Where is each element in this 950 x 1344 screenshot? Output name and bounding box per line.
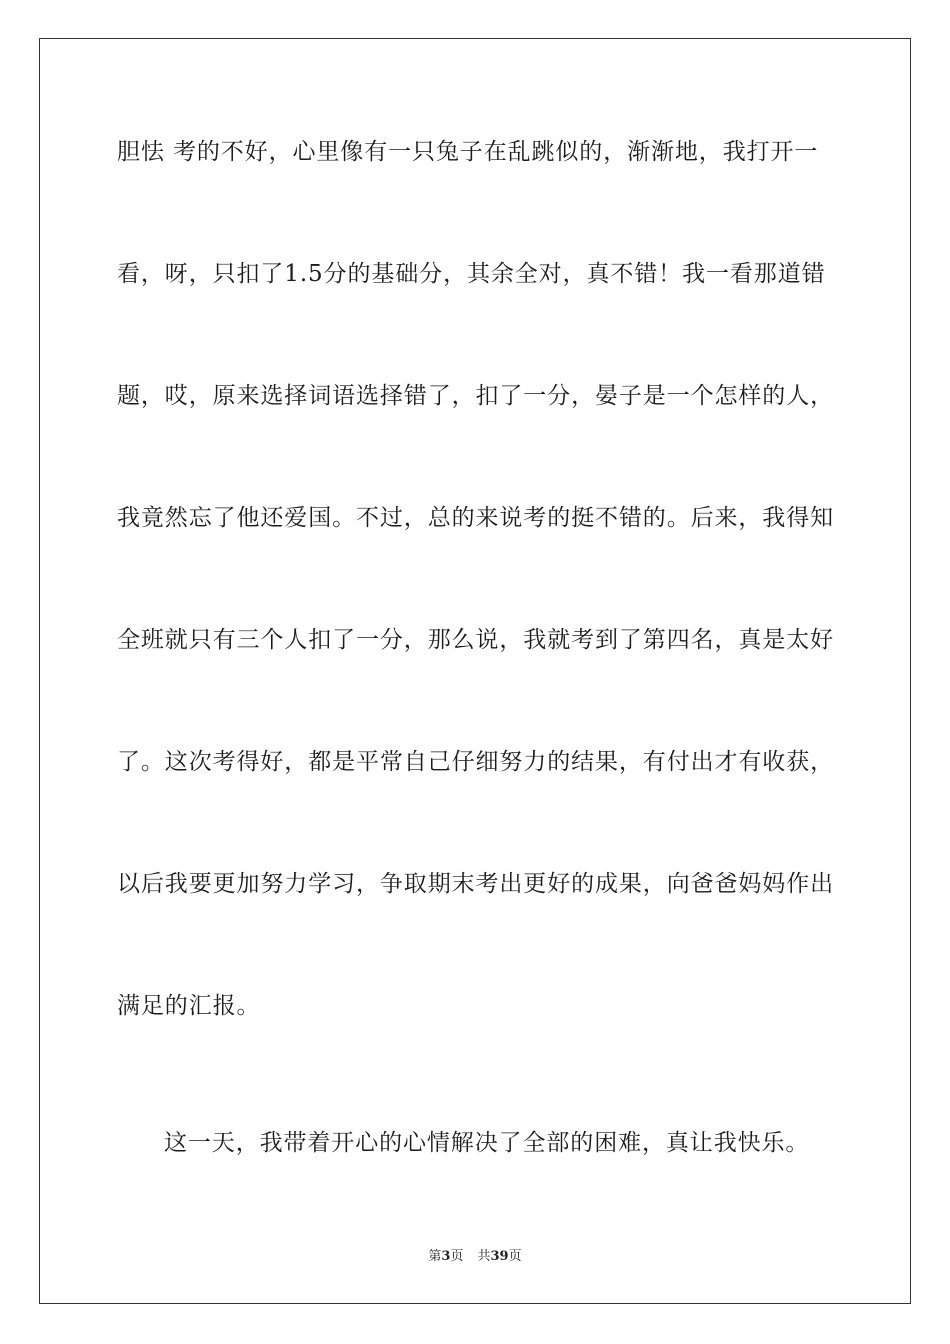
- body-line-4: 我竟然忘了他还爱国。不过，总的来说考的挺不错的。后来，我得知: [117, 505, 834, 531]
- total-prefix: 共: [477, 1249, 491, 1264]
- body-line-7: 以后我要更加努力学习，争取期末考出更好的成果，向爸爸妈妈作出: [117, 871, 834, 897]
- body-line-2: 看，呀，只扣了1.5分的基础分，其余全对，真不错！我一看那道错: [117, 261, 826, 287]
- total-pages: 39: [490, 1249, 509, 1264]
- page-suffix: 页: [450, 1249, 464, 1264]
- body-line-6: 了。这次考得好，都是平常自己仔细努力的结果，有付出才有收获，: [117, 749, 834, 775]
- closing-paragraph: 这一天，我带着开心的心情解决了全部的困难，真让我快乐。: [164, 1130, 810, 1156]
- total-suffix: 页: [508, 1249, 522, 1264]
- page-prefix: 第: [428, 1249, 442, 1264]
- body-line-8: 满足的汇报。: [117, 993, 261, 1019]
- page-number: 3: [441, 1249, 451, 1264]
- body-line-1: 胆怯 考的不好，心里像有一只兔子在乱跳似的，渐渐地，我打开一: [117, 139, 819, 165]
- page-footer: [0, 1248, 950, 1266]
- body-line-5: 全班就只有三个人扣了一分，那么说，我就考到了第四名，真是太好: [117, 627, 834, 653]
- body-line-3: 题，哎，原来选择词语选择错了，扣了一分，晏子是一个怎样的人，: [117, 383, 834, 409]
- page-border: [39, 38, 911, 1304]
